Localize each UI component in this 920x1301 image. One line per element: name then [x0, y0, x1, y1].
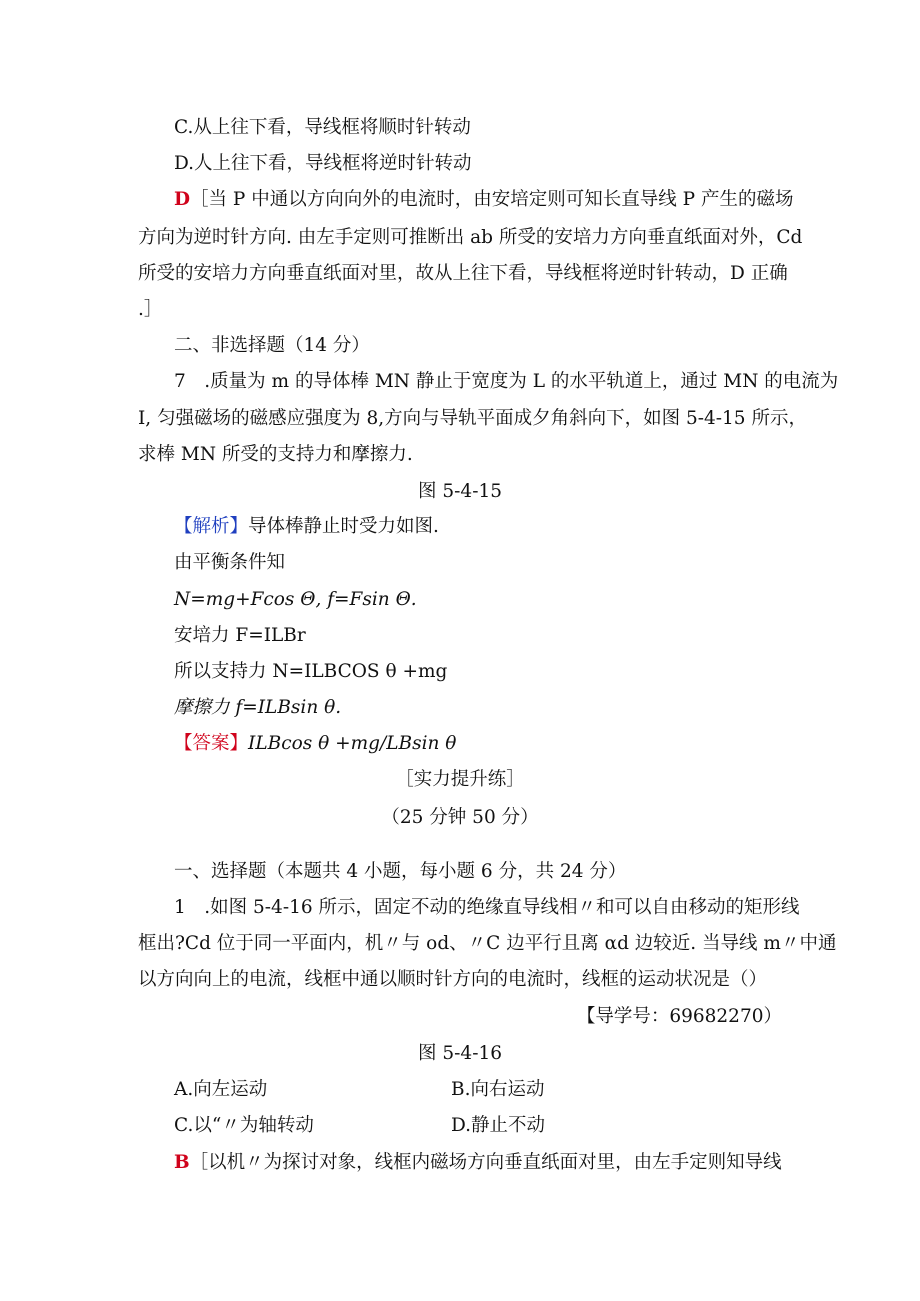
ampere-force-line: 安培力 F=ILBr [174, 625, 306, 646]
force-equation-line: N=mg+Fcos Θ, f=Fsin Θ. [174, 589, 417, 610]
figure-caption-5-4-15: 图 5-4-15 [418, 481, 502, 502]
question-1-line-2: 框出?Cd 位于同一平面内，机〃与 od、〃C 边平行且离 αd 边较近. 当导线 m〃中通 [138, 933, 837, 954]
option-a: A.向左运动 [174, 1079, 268, 1100]
answer-letter: B [174, 1152, 190, 1173]
answer-tag: 【答案】 [174, 733, 249, 754]
time-score-line: （25 分钟 50 分） [381, 807, 539, 828]
friction-force-line: 摩擦力 f=ILBsin θ. [174, 697, 342, 718]
question-1-line-1: 1 .如图 5-4-16 所示，固定不动的绝缘直导线相〃和可以自由移动的矩形线 [174, 897, 800, 918]
option-c-line: C.从上往下看，导线框将顺时针转动 [174, 117, 471, 138]
final-answer-line [174, 732, 456, 756]
answer-explanation-line-2: 方向为逆时针方向. 由左手定则可推断出 ab 所受的安培力方向垂直纸面对外，Cd [138, 227, 803, 248]
section-heading-choice: 一、选择题（本题共 4 小题，每小题 6 分，共 24 分） [174, 861, 627, 882]
analysis-line [174, 515, 439, 539]
answer-letter: D [174, 189, 191, 210]
study-code: 【导学号：69682270） [576, 1006, 782, 1027]
option-b: B.向右运动 [451, 1079, 545, 1100]
question-7-line-3: 求棒 MN 所受的支持力和摩擦力. [138, 444, 413, 465]
analysis-tag: 【解析】 [174, 516, 249, 537]
equilibrium-line: 由平衡条件知 [174, 552, 286, 573]
section-heading-nonchoice: 二、非选择题（14 分） [174, 335, 370, 356]
figure-caption-5-4-16: 图 5-4-16 [418, 1043, 502, 1064]
explanation-text: ［当 P 中通以方向向外的电流时，由安培定则可知长直导线 P 产生的磁场 [190, 189, 794, 210]
section-title-improvement: ［实力提升练］ [395, 769, 525, 790]
explanation-text: ［以机〃为探讨对象，线框内磁场方向垂直纸面对里，由左手定则知导线 [189, 1152, 782, 1173]
question-7-line-1: 7 .质量为 m 的导体棒 MN 静止于宽度为 L 的水平轨道上，通过 MN 的电流为 [174, 371, 839, 392]
answer-explanation-line-4: .］ [138, 299, 163, 320]
answer-explanation-line-1 [174, 188, 793, 212]
answer-text: ILBcos θ +mg/LBsin θ [248, 733, 457, 754]
option-c: C.以“〃为轴转动 [174, 1115, 314, 1136]
option-d: D.静止不动 [451, 1115, 546, 1136]
question-1-line-3: 以方向向上的电流，线框中通以顺时针方向的电流时，线框的运动状况是（） [138, 969, 768, 990]
question-1-answer-line [174, 1151, 782, 1175]
option-d-line: D.人上往下看，导线框将逆时针转动 [174, 153, 472, 174]
question-7-line-2: I, 匀强磁场的磁感应强度为 8,方向与导轨平面成夕角斜向下，如图 5-4-15 所示， [138, 408, 807, 429]
support-force-line: 所以支持力 N=ILBCOS θ +mg [174, 661, 448, 682]
answer-explanation-line-3: 所受的安培力方向垂直纸面对里，故从上往下看，导线框将逆时针转动，D 正确 [138, 263, 788, 284]
analysis-text: 导体棒静止时受力如图. [248, 516, 439, 537]
